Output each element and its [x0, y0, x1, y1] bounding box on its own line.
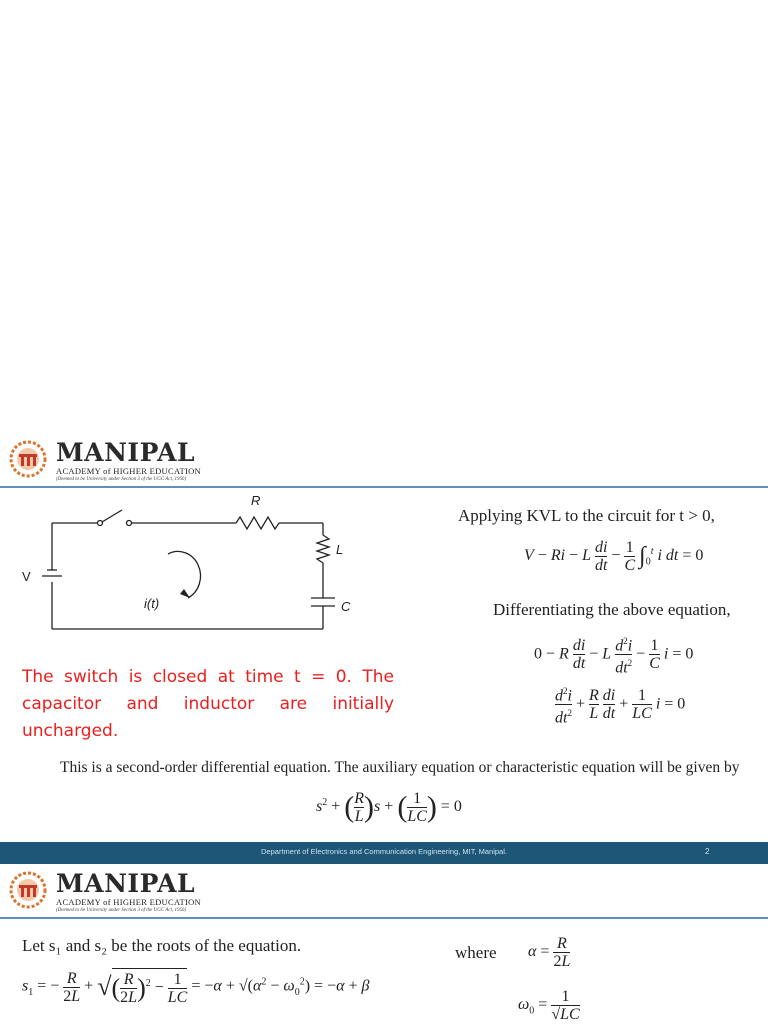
logo-subtitle: ACADEMY of HIGHER EDUCATION	[56, 466, 201, 476]
kvl-heading: Applying KVL to the circuit for t > 0,	[458, 506, 715, 525]
logo-name: MANIPAL	[56, 869, 196, 898]
logo-subtitle: ACADEMY of HIGHER EDUCATION	[56, 897, 201, 907]
eq-diff2: $\frac{d^2i}{dt^2}$ + $\frac{R}{L}$ $\frac{di}{dt}$ + $\frac{1}{LC}$ i = 0	[555, 686, 686, 727]
logo-wordmark	[56, 871, 201, 914]
eq-alpha: α = $\frac{R}{2L}$	[528, 935, 571, 970]
eq-characteristic: $s^2$ + ( $\frac{R}{L}$ )s + ( $\frac{1}{LC}$ ) = 0	[316, 790, 462, 825]
eq-diff1: 0 − R $\frac{di}{dt}$ − L $\frac{d^2i}{dt^2}$ − $\frac{1}{C}$ i = 0	[534, 636, 694, 677]
eq-omega: $\omega_0$ = $\frac{1}{√LC}$	[518, 988, 580, 1023]
page-number: 2	[705, 847, 710, 856]
inductor-label: L	[336, 542, 344, 557]
header-rule	[0, 486, 768, 488]
rlc-circuit-diagram	[18, 490, 388, 635]
logo-tagline: (Deemed to be University under Section 3 of the UGC Act, 1956)	[56, 908, 187, 913]
roots-text: Let s₁ and s₂ be the roots of the equation.	[22, 936, 302, 955]
header-rule	[0, 917, 768, 919]
capacitor-label: C	[341, 599, 351, 614]
resistor-label: R	[251, 493, 261, 508]
eq-kvl: V − Ri − L $\frac{di}{dt}$ − $\frac{1}{C}$ $\int_0^t$ i dt = 0	[524, 539, 704, 574]
diff-heading: Differentiating the above equation,	[493, 600, 731, 619]
manipal-emblem-icon	[6, 439, 50, 479]
where-label: where	[455, 943, 497, 962]
logo-name: MANIPAL	[56, 438, 196, 467]
logo-wordmark	[56, 440, 201, 483]
manipal-emblem-icon	[6, 870, 50, 910]
circuit-note: The switch is closed at time t = 0. The capacitor and inductor are initially uncharged.	[22, 667, 394, 741]
aux-text: This is a second-order differential equation. The auxiliary equation or characteristic equation will be given by	[60, 759, 740, 776]
logo-tagline: (Deemed to be University under Section 3 of the UGC Act, 1956)	[56, 477, 187, 482]
eq-s1: $s_1$ = − $\frac{R}{2L}$ + √( $\frac{R}{2L}$ )$^2$ − $\frac{1}{LC}$ = $-\alpha + √(\alpha^2 - \omega_0^2) = -\alpha + \beta$	[22, 969, 370, 1006]
current-label: i(t)	[144, 596, 160, 611]
source-label: V	[22, 569, 31, 584]
footer-text: Department of Electronics and Communication Engineering, MIT, Manipal.	[261, 847, 507, 856]
